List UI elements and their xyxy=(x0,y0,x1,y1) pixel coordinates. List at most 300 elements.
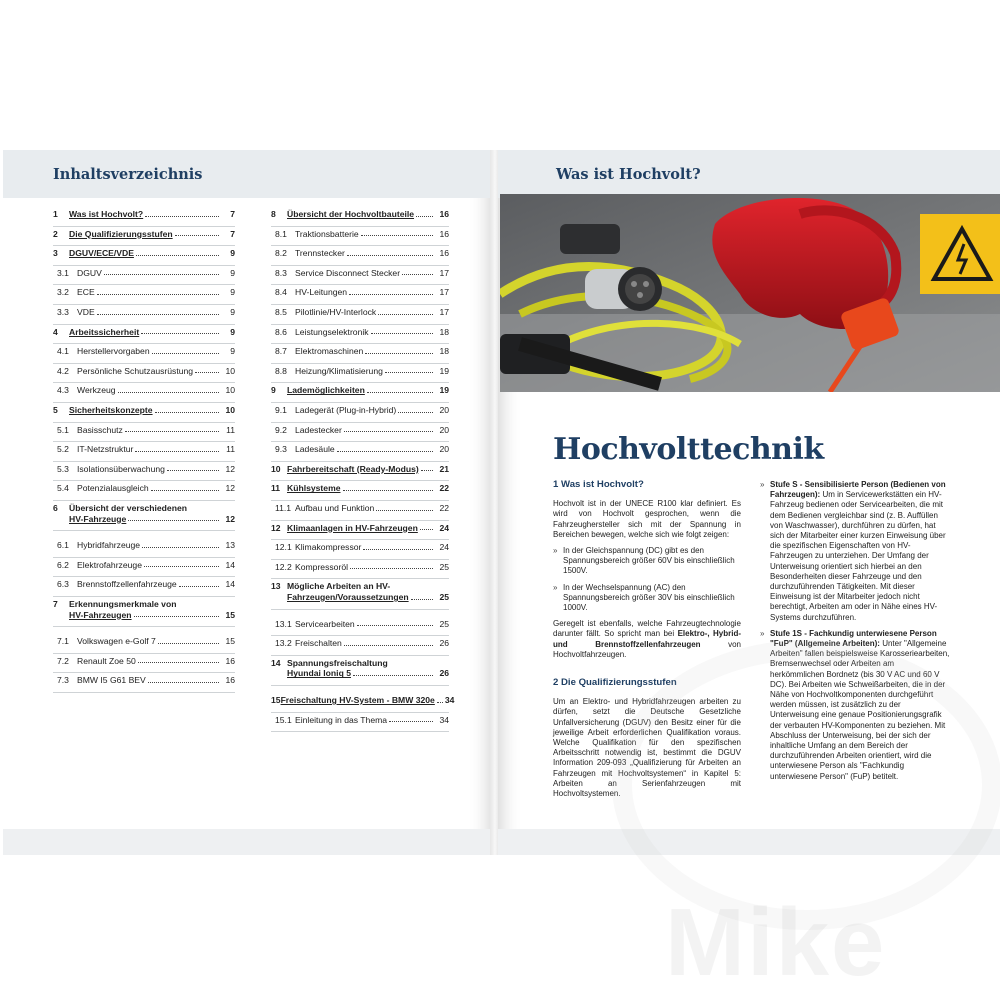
toc-entry[interactable] xyxy=(53,328,235,337)
toc-page: 9 xyxy=(230,326,235,337)
toc-divider xyxy=(53,692,235,693)
toc-number: 13.1 xyxy=(275,618,292,629)
toc-entry[interactable] xyxy=(53,504,235,523)
toc-leader xyxy=(385,372,433,373)
toc-entry[interactable] xyxy=(271,288,449,297)
toc-divider xyxy=(271,635,449,636)
toc-text: Kühlsysteme xyxy=(287,483,341,494)
toc-text: Elektrofahrzeuge xyxy=(77,559,142,570)
toc-page: 14 xyxy=(225,559,235,570)
toc-leader xyxy=(167,470,219,471)
toc-leader xyxy=(128,520,219,521)
toc-text: Hyundai Ioniq 5 xyxy=(287,668,351,679)
sec1-heading: 1 Was ist Hochvolt? xyxy=(553,479,644,490)
left-page xyxy=(3,150,492,855)
toc-text: IT-Netzstruktur xyxy=(77,444,134,455)
toc-text: Klimaanlagen in HV-Fahrzeugen xyxy=(287,522,418,533)
toc-page: 16 xyxy=(225,675,235,686)
toc-page: 26 xyxy=(439,638,449,649)
toc-page: 21 xyxy=(439,463,449,474)
toc-entry[interactable] xyxy=(53,288,235,297)
toc-text: DGUV xyxy=(77,267,102,278)
toc-divider xyxy=(53,500,235,501)
toc-text: Spannungsfreischaltung xyxy=(287,657,388,668)
toc-divider xyxy=(53,343,235,344)
toc-entry[interactable] xyxy=(271,367,449,376)
toc-text: Sicherheitskonzepte xyxy=(69,405,153,415)
toc-number: 6 xyxy=(53,503,58,513)
toc-number: 8.3 xyxy=(275,267,287,278)
toc-leader xyxy=(353,675,433,676)
toc-page: 25 xyxy=(439,561,449,572)
toc-heading: Inhaltsverzeichnis xyxy=(53,165,203,183)
toc-number: 5.4 xyxy=(57,483,69,494)
toc-leader xyxy=(371,333,433,334)
toc-page: 16 xyxy=(439,209,449,219)
toc-leader xyxy=(118,392,219,393)
toc-text: Renault Zoe 50 xyxy=(77,655,136,666)
toc-page: 12 xyxy=(225,513,235,524)
toc-text: Brennstoffzellenfahrzeuge xyxy=(77,579,177,590)
toc-number: 8.5 xyxy=(275,307,287,317)
toc-entry[interactable] xyxy=(271,328,449,337)
toc-page: 10 xyxy=(225,405,235,415)
toc-page: 10 xyxy=(225,385,235,396)
stufe-s-title: Stufe S - Sensibilisierte Person (Bedienen von Fahrzeugen): xyxy=(770,480,946,500)
toc-page: 24 xyxy=(439,522,449,533)
toc-entry[interactable] xyxy=(53,657,235,666)
toc-entry[interactable] xyxy=(271,563,449,572)
toc-leader xyxy=(155,412,219,413)
toc-number: 9 xyxy=(271,385,276,396)
toc-number: 13 xyxy=(271,581,281,592)
toc-leader xyxy=(135,451,219,452)
toc-entry[interactable] xyxy=(271,406,449,415)
left-page-footer xyxy=(3,829,492,855)
sec2-heading: 2 Die Qualifizierungsstufen xyxy=(553,677,677,689)
toc-entry[interactable] xyxy=(271,308,449,317)
toc-leader xyxy=(361,235,433,236)
toc-leader xyxy=(179,586,219,587)
toc-divider xyxy=(271,480,449,481)
toc-number: 8.6 xyxy=(275,326,287,337)
toc-leader xyxy=(97,314,219,315)
toc-text: Mögliche Arbeiten an HV- xyxy=(287,581,391,592)
toc-leader xyxy=(357,625,433,626)
toc-entry[interactable] xyxy=(53,249,235,258)
toc-leader xyxy=(344,431,433,432)
toc-entry[interactable] xyxy=(271,426,449,435)
toc-text: VDE xyxy=(77,307,95,317)
toc-divider xyxy=(53,653,235,654)
list-item xyxy=(760,480,950,623)
toc-number: 7.2 xyxy=(57,655,69,666)
toc-divider xyxy=(271,343,449,344)
toc-page: 17 xyxy=(439,287,449,298)
toc-page: 11 xyxy=(226,444,235,455)
list-item: » In der Gleichspannung (DC) gibt es den Spannungsbereich größer 60V bis einschließlich 1500V. xyxy=(553,546,741,577)
toc-text: Lademöglichkeiten xyxy=(287,385,365,396)
toc-text: Elektromaschinen xyxy=(295,346,364,357)
toc-leader xyxy=(411,599,433,600)
toc-page: 25 xyxy=(439,618,449,629)
toc-leader xyxy=(376,510,433,511)
toc-leader xyxy=(437,702,443,703)
toc-divider xyxy=(271,685,449,686)
toc-number: 5.2 xyxy=(57,444,69,455)
toc-entry[interactable] xyxy=(271,210,449,219)
toc-entry[interactable] xyxy=(271,465,449,474)
toc-divider xyxy=(271,609,449,610)
toc-entry[interactable] xyxy=(53,210,235,219)
toc-number: 6.1 xyxy=(57,540,69,551)
toc-divider xyxy=(53,284,235,285)
toc-page: 11 xyxy=(226,424,235,435)
toc-page: 9 xyxy=(230,267,235,278)
toc-leader xyxy=(145,216,219,217)
toc-divider xyxy=(53,265,235,266)
list-item: » In der Wechselspannung (AC) den Spannungsbereich größer 30V bis einschließlich 1000V. xyxy=(553,583,741,614)
toc-entry[interactable] xyxy=(271,695,455,705)
toc-entry[interactable] xyxy=(271,543,449,552)
toc-divider xyxy=(53,596,235,597)
toc-page: 13 xyxy=(225,540,235,551)
toc-page: 15 xyxy=(225,609,235,620)
toc-number: 12.2 xyxy=(275,561,292,572)
toc-divider xyxy=(271,304,449,305)
toc-leader xyxy=(337,451,433,452)
toc-page: 25 xyxy=(439,591,449,602)
toc-entry[interactable] xyxy=(53,465,235,474)
toc-text: Ladegerät (Plug-in-Hybrid) xyxy=(295,405,397,415)
stufe-1s-text: Unter "Allgemeine Arbeiten" fallen beispielsweise Karosseriearbeiten, Bremsenwechsel oder Arbeiten am herkömmlichen Bordnetz (bis 30 V AC und 60 V DC). Bei Arbeiten wie Schweißarbeiten, die in der Nähe von Hochvoltkomponenten durchgeführt werden müssen, ist zusätzlich zu der Unterweisung eine genaue Positionierungsgrafik der verbauten HV-Komponenten zu beziehen. Mit Abschluss der Unterweisung, bei der sich der inhaltliche Umfang an dem Bereich der durchzuführenden Arbeiten orientiert, wird die unterwiesene Person als "Fachkundig unterwiesene Person" (FuP) betitelt. xyxy=(770,639,950,781)
toc-leader xyxy=(398,412,433,413)
toc-page: 22 xyxy=(439,503,449,513)
toc-page: 22 xyxy=(439,483,449,494)
toc-number: 12 xyxy=(271,522,281,533)
toc-text: Werkzeug xyxy=(77,385,116,396)
sec2-paragraph: Um an Elektro- und Hybridfahrzeugen arbeiten zu dürfen, setzt die Deutsche Gesetzliche Unfallversicherung (DGUV) den Besitz einer für die jeweilige Arbeit erforderlichen Qualifikation voraus. Welche Qualifikation für den spezifischen Arbeitsschritt notwendig ist, bestimmt die DGUV Information 209-093 „Qualifizierung für Arbeiten an Fahrzeugen mit Hochvoltsystemen“ in Kapitel 5: Arbeiten an Serienfahrzeugen mit Hochvoltsystemen. xyxy=(553,697,741,799)
toc-number: 2 xyxy=(53,228,58,239)
toc-leader xyxy=(365,353,433,354)
toc-page: 15 xyxy=(225,636,235,647)
toc-entry[interactable] xyxy=(53,308,235,317)
toc-number: 4 xyxy=(53,326,58,337)
toc-number: 6.2 xyxy=(57,559,69,570)
toc-entry[interactable] xyxy=(271,639,449,648)
toc-entry[interactable] xyxy=(271,386,449,395)
toc-divider xyxy=(271,441,449,442)
toc-page: 20 xyxy=(439,405,449,415)
toc-leader xyxy=(125,431,219,432)
toc-text: Erkennungsmerkmale von xyxy=(69,599,177,609)
toc-divider xyxy=(271,655,449,656)
toc-entry[interactable] xyxy=(271,230,449,239)
toc-page: 19 xyxy=(439,365,449,376)
toc-page: 14 xyxy=(225,579,235,590)
toc-text: Volkswagen e-Golf 7 xyxy=(77,636,156,647)
toc-page: 9 xyxy=(230,346,235,357)
toc-page: 12 xyxy=(225,483,235,494)
toc-number: 5.3 xyxy=(57,463,69,474)
toc-text: Traktionsbatterie xyxy=(295,228,359,239)
toc-page: 7 xyxy=(230,209,235,219)
toc-divider xyxy=(53,382,235,383)
toc-number: 9.3 xyxy=(275,444,287,455)
toc-text: Trennstecker xyxy=(295,248,345,259)
toc-divider xyxy=(53,422,235,423)
toc-page: 16 xyxy=(439,248,449,259)
toc-entry[interactable] xyxy=(53,580,235,589)
toc-leader xyxy=(152,353,219,354)
toc-text: Die Qualifizierungsstufen xyxy=(69,228,173,239)
toc-divider xyxy=(53,530,235,531)
sec1-bullet-list xyxy=(553,546,741,613)
toc-leader xyxy=(347,255,433,256)
toc-page: 18 xyxy=(439,346,449,357)
toc-divider xyxy=(53,304,235,305)
toc-text: Fahrbereitschaft (Ready-Modus) xyxy=(287,463,419,474)
toc-number: 4.1 xyxy=(57,346,69,357)
watermark-logo: Mike xyxy=(665,889,887,996)
sec1-paragraph: Hochvolt ist in der UNECE R100 klar definiert. Es wird von Hochvolt gesprochen, wenn die Fahrzeughersteller sich mit der Spannung in Bereichen bewegen, welche sich wie folgt zeigen: xyxy=(553,499,741,539)
toc-divider xyxy=(53,576,235,577)
toc-text: Klimakompressor xyxy=(295,542,362,553)
toc-text: Herstellervorgaben xyxy=(77,346,150,357)
page-title: Hochvolttechnik xyxy=(553,432,824,467)
toc-divider xyxy=(53,363,235,364)
toc-text: Arbeitssicherheit xyxy=(69,326,140,337)
toc-text: Service Disconnect Stecker xyxy=(295,267,401,278)
toc-leader xyxy=(363,549,433,550)
toc-number: 6.3 xyxy=(57,579,69,590)
toc-text: BMW I5 G61 BEV xyxy=(77,675,146,686)
toc-leader xyxy=(421,470,433,471)
toc-leader xyxy=(138,662,219,663)
toc-leader xyxy=(97,294,219,295)
toc-entry[interactable] xyxy=(53,445,235,454)
toc-text: Potenzialausgleich xyxy=(77,483,149,494)
toc-number: 3.1 xyxy=(57,267,69,278)
toc-number: 11.1 xyxy=(275,503,292,513)
stufe-s-text: Um in Servicewerkstätten ein HV-Fahrzeug bedienen oder Servicearbeiten, die mit dem Bedienen vergleichbar sind (z. B. Auffüllen von Waschwasser), durchführen zu dürfen, hat sich der Mitarbeiter einer kurzen Einweisung über die spezifischen Eigenschaften von HV-Fahrzeugen zu unterziehen. Der Umfang der Unterweisung orientiert sich hierbei an den Besonderheiten dieser Fahrzeuge und den durchzuführenden Tätigkeiten. Mit dieser Einweisung ist der Mitarbeiter jedoch nicht berechtigt, Arbeiten am oder in Nähe eines HV-Systems durchzuführen. xyxy=(770,490,946,622)
toc-page: 17 xyxy=(439,267,449,278)
toc-text: HV-Leitungen xyxy=(295,287,348,298)
toc-divider xyxy=(53,245,235,246)
toc-divider xyxy=(53,626,235,627)
toc-leader xyxy=(420,529,433,530)
toc-entry[interactable] xyxy=(53,230,235,239)
toc-leader xyxy=(151,490,219,491)
toc-entry[interactable] xyxy=(53,367,235,376)
toc-text: Ladestecker xyxy=(295,424,342,435)
toc-number: 7.1 xyxy=(57,636,69,647)
toc-number: 4.2 xyxy=(57,365,69,376)
toc-page: 9 xyxy=(230,248,235,259)
toc-leader xyxy=(134,616,219,617)
toc-entry[interactable] xyxy=(53,637,235,646)
toc-number: 3.3 xyxy=(57,307,69,317)
toc-divider xyxy=(271,712,449,713)
toc-number: 8.2 xyxy=(275,248,287,259)
toc-entry[interactable] xyxy=(271,249,449,258)
toc-page: 26 xyxy=(439,668,449,679)
toc-divider xyxy=(53,480,235,481)
toc-leader xyxy=(344,645,433,646)
toc-number: 8.4 xyxy=(275,287,287,298)
toc-entry[interactable] xyxy=(53,386,235,395)
toc-divider xyxy=(53,226,235,227)
section-heading: Was ist Hochvolt? xyxy=(556,165,701,183)
toc-divider xyxy=(271,324,449,325)
toc-number: 8 xyxy=(271,209,276,219)
toc-number: 14 xyxy=(271,657,281,668)
toc-page: 24 xyxy=(439,542,449,553)
toc-leader xyxy=(349,294,433,295)
toc-divider xyxy=(53,324,235,325)
toc-divider xyxy=(271,578,449,579)
toc-entry[interactable] xyxy=(53,406,235,415)
toc-text: Kompressoröl xyxy=(295,561,349,572)
toc-divider xyxy=(271,500,449,501)
toc-leader xyxy=(343,490,434,491)
toc-number: 11 xyxy=(271,483,281,494)
left-page-header xyxy=(3,150,492,198)
toc-leader xyxy=(367,392,433,393)
toc-number: 4.3 xyxy=(57,385,69,396)
toc-page: 16 xyxy=(225,655,235,666)
toc-text: DGUV/ECE/VDE xyxy=(69,248,134,259)
toc-page: 34 xyxy=(439,714,449,725)
toc-entry[interactable] xyxy=(271,524,449,533)
toc-divider xyxy=(271,461,449,462)
toc-divider xyxy=(53,441,235,442)
toc-page: 17 xyxy=(439,307,449,317)
toc-entry[interactable] xyxy=(53,484,235,493)
toc-divider xyxy=(271,520,449,521)
right-page-header xyxy=(498,150,1000,198)
toc-text: Fahrzeugen/Voraussetzungen xyxy=(287,591,409,602)
toc-leader xyxy=(195,372,219,373)
toc-entry[interactable] xyxy=(271,269,449,278)
toc-divider xyxy=(271,402,449,403)
toc-leader xyxy=(148,682,219,683)
toc-text: Servicearbeiten xyxy=(295,618,355,629)
toc-text: Leistungselektronik xyxy=(295,326,369,337)
toc-number: 7.3 xyxy=(57,675,69,686)
toc-entry[interactable] xyxy=(271,484,449,493)
text-run: von Hochvoltfahrzeugen. xyxy=(553,639,741,659)
toc-leader xyxy=(175,235,219,236)
toc-page: 20 xyxy=(439,424,449,435)
toc-leader xyxy=(402,274,433,275)
toc-number: 9.2 xyxy=(275,424,287,435)
toc-page: 7 xyxy=(230,228,235,239)
toc-number: 15.1 xyxy=(275,714,292,725)
toc-divider xyxy=(271,245,449,246)
toc-page: 12 xyxy=(225,463,235,474)
toc-divider xyxy=(271,265,449,266)
watermark-circle xyxy=(612,640,1000,930)
toc-entry[interactable] xyxy=(53,676,235,685)
toc-text: Freischaltung HV-System - BMW 320e xyxy=(280,695,435,705)
toc-text: Hybridfahrzeuge xyxy=(77,540,141,551)
toc-divider xyxy=(271,382,449,383)
toc-divider xyxy=(271,226,449,227)
toc-number: 13.2 xyxy=(275,638,292,649)
toc-entry[interactable] xyxy=(271,582,449,601)
toc-number: 3.2 xyxy=(57,287,69,298)
toc-text: Basisschutz xyxy=(77,424,123,435)
toc-entry[interactable] xyxy=(271,716,449,725)
toc-text: Übersicht der verschiedenen xyxy=(69,503,187,513)
toc-number: 15 xyxy=(271,695,281,705)
toc-number: 3 xyxy=(53,248,58,259)
toc-page: 9 xyxy=(230,307,235,317)
toc-text: ECE xyxy=(77,287,95,298)
toc-entry[interactable] xyxy=(53,269,235,278)
toc-entry[interactable] xyxy=(271,504,449,513)
toc-text: Ladesäule xyxy=(295,444,335,455)
toc-number: 5.1 xyxy=(57,424,69,435)
toc-text: HV-Fahrzeugen xyxy=(69,609,132,620)
toc-leader xyxy=(378,314,433,315)
toc-entry[interactable] xyxy=(53,561,235,570)
toc-entry[interactable] xyxy=(53,600,235,619)
stufe-1s-title: Stufe 1S - Fachkundig unterwiesene Person "FuP" (Allgemeine Arbeiten): xyxy=(770,628,937,649)
toc-leader xyxy=(158,643,219,644)
toc-entry[interactable] xyxy=(271,347,449,356)
toc-leader xyxy=(141,333,219,334)
toc-page: 16 xyxy=(439,228,449,239)
toc-divider xyxy=(271,731,449,732)
toc-text: Was ist Hochvolt? xyxy=(69,209,144,219)
toc-leader xyxy=(416,216,433,217)
toc-text: Einleitung in das Thema xyxy=(295,714,388,725)
toc-text: Freischalten xyxy=(295,638,342,649)
toc-text: Aufbau und Funktion xyxy=(295,503,375,513)
toc-leader xyxy=(144,566,219,567)
toc-entry[interactable] xyxy=(271,620,449,629)
sec1-paragraph-2 xyxy=(553,619,741,660)
toc-text: HV-Fahrzeuge xyxy=(69,513,127,524)
toc-divider xyxy=(271,539,449,540)
toc-number: 8.7 xyxy=(275,346,287,357)
toc-number: 9.1 xyxy=(275,405,287,415)
toc-divider xyxy=(53,461,235,462)
toc-text: Persönliche Schutzausrüstung xyxy=(77,365,194,376)
toc-page: 18 xyxy=(439,326,449,337)
bold-run: Elektro-, Hybrid- und Brennstoffzellenfahrzeugen xyxy=(553,629,742,649)
toc-entry[interactable] xyxy=(271,659,449,678)
toc-leader xyxy=(136,255,219,256)
hv-equipment-photo xyxy=(500,194,1000,392)
toc-text: Isolationsüberwachung xyxy=(77,463,165,474)
toc-number: 12.1 xyxy=(275,542,292,553)
toc-text: Heizung/Klimatisierung xyxy=(295,365,383,376)
toc-number: 1 xyxy=(53,209,58,219)
toc-entry[interactable] xyxy=(53,541,235,550)
toc-leader xyxy=(389,721,433,722)
toc-number: 8.1 xyxy=(275,228,287,239)
toc-divider xyxy=(271,422,449,423)
toc-leader xyxy=(142,547,219,548)
toc-divider xyxy=(271,559,449,560)
toc-entry[interactable] xyxy=(271,445,449,454)
toc-entry[interactable] xyxy=(53,426,235,435)
toc-entry[interactable] xyxy=(53,347,235,356)
toc-divider xyxy=(271,284,449,285)
